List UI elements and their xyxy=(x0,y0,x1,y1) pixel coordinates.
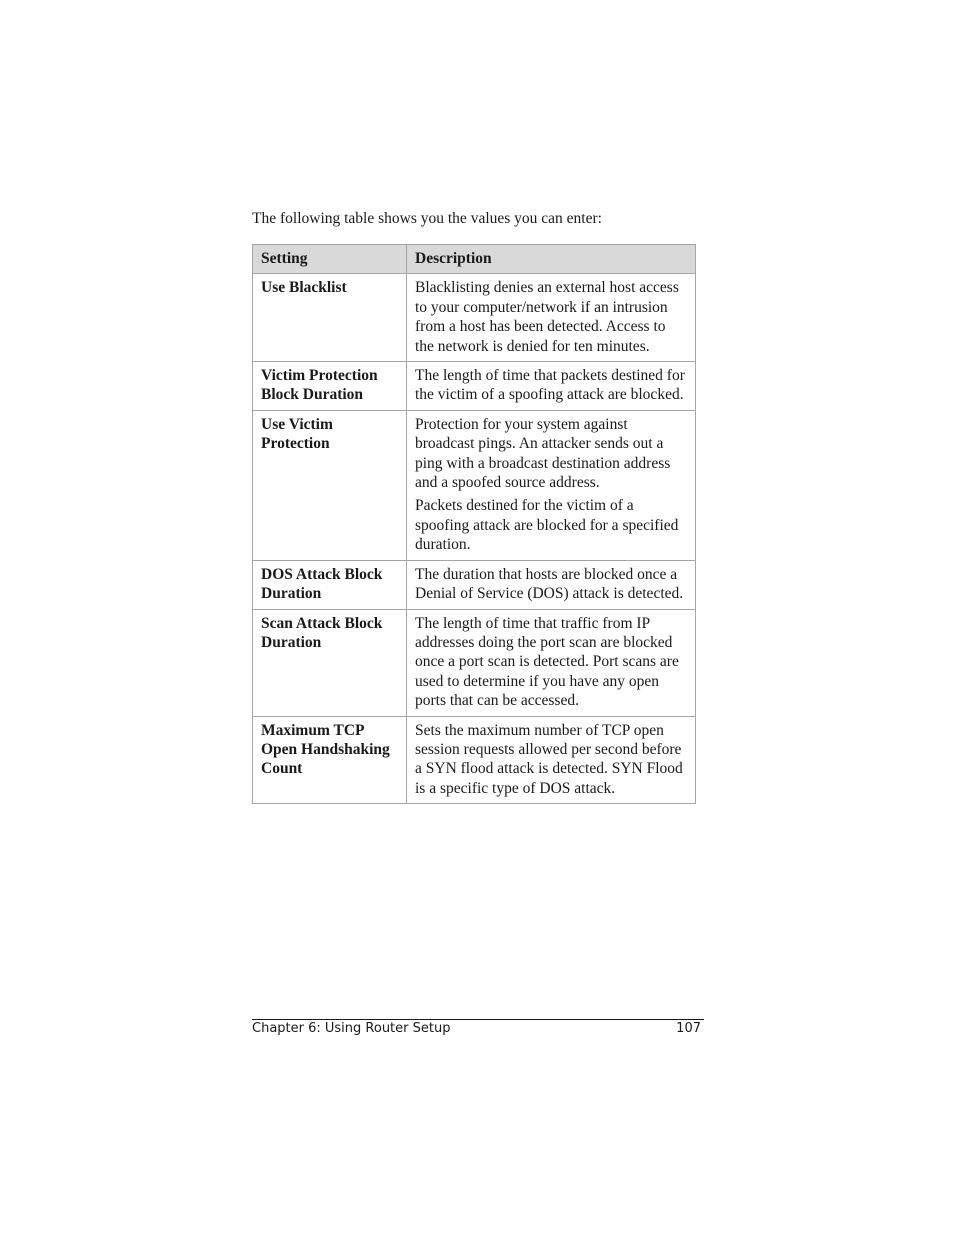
setting-description xyxy=(407,716,696,804)
description-paragraph: The duration that hosts are blocked once a Denial of Service (DOS) attack is detected. xyxy=(415,565,684,603)
setting-name: Use Blacklist xyxy=(253,274,407,362)
footer-chapter-title: Chapter 6: Using Router Setup xyxy=(252,1021,451,1036)
settings-table xyxy=(252,244,696,804)
footer-page-number: 107 xyxy=(676,1021,701,1036)
setting-description xyxy=(407,274,696,362)
table-row xyxy=(253,560,696,609)
setting-name: Maximum TCP Open Handshaking Count xyxy=(253,716,407,804)
table-row xyxy=(253,274,696,362)
column-header-setting: Setting xyxy=(253,245,407,274)
setting-name: DOS Attack Block Duration xyxy=(253,560,407,609)
table-row xyxy=(253,716,696,804)
description-paragraph: Sets the maximum number of TCP open session requests allowed per second before a SYN flood attack is detected. SYN Flood is a specific type of DOS attack. xyxy=(415,721,683,797)
description-paragraph: Protection for your system against broadcast pings. An attacker sends out a ping with a broadcast destination address and a spoofed source address. xyxy=(415,415,671,492)
setting-description xyxy=(407,609,696,716)
setting-description xyxy=(407,560,696,609)
table-row xyxy=(253,609,696,716)
intro-text: The following table shows you the values you can enter: xyxy=(252,210,602,227)
description-paragraph: The length of time that packets destined for the victim of a spoofing attack are blocked. xyxy=(415,367,685,404)
setting-name: Use Victim Protection xyxy=(253,410,407,560)
table-row xyxy=(253,410,696,560)
setting-name: Scan Attack Block Duration xyxy=(253,609,407,716)
description-paragraph: Blacklisting denies an external host access to your computer/network if an intrusion from a host has been detected. Access to the network is denied for ten minutes. xyxy=(415,279,679,355)
column-header-description: Description xyxy=(407,245,696,274)
description-paragraph: Packets destined for the victim of a spoofing attack are blocked for a specified duration. xyxy=(415,497,679,554)
table-header-row xyxy=(253,245,696,274)
table-row xyxy=(253,362,696,411)
description-paragraph: The length of time that traffic from IP addresses doing the port scan are blocked once a port scan is detected. Port scans are used to determine if you have any open ports that can be accessed. xyxy=(415,614,679,710)
setting-description xyxy=(407,362,696,411)
setting-name: Victim Protection Block Duration xyxy=(253,362,407,411)
setting-description xyxy=(407,410,696,560)
footer-divider xyxy=(252,1019,704,1020)
